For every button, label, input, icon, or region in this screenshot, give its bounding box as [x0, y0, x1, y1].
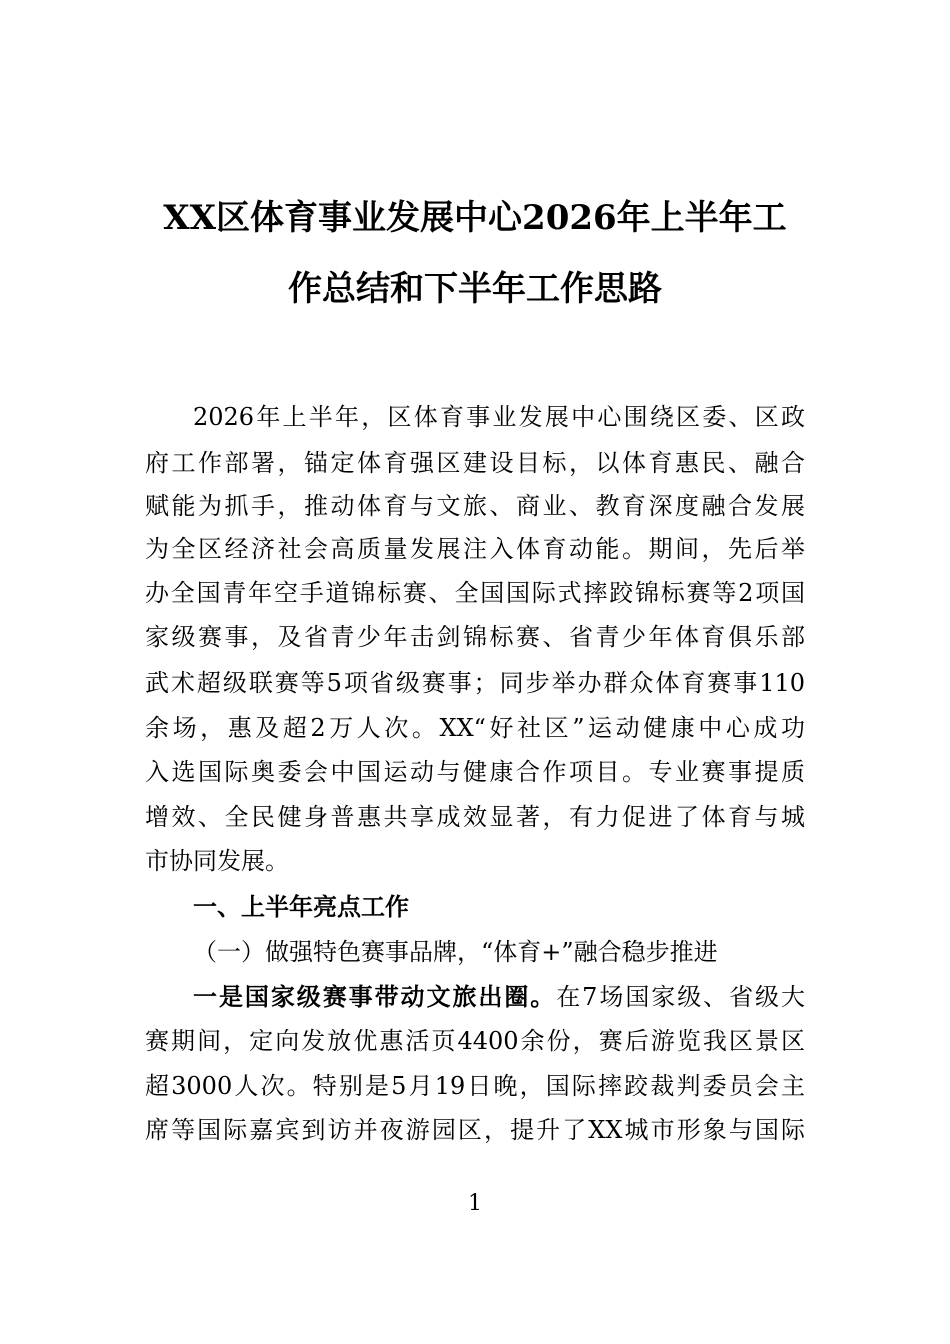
- intro-line: 赋能为抓手，推动体育与文旅、商业、教育深度融合发展: [145, 492, 805, 520]
- intro-line: 余场，惠及超2万人次。XX“好社区”运动健康中心成功: [145, 714, 805, 742]
- intro-line: 办全国青年空手道锦标赛、全国国际式摔跤锦标赛等2项国: [145, 579, 805, 607]
- intro-line: 为全区经济社会高质量发展注入体育动能。期间，先后举: [145, 535, 805, 563]
- intro-line: 2026年上半年，区体育事业发展中心围绕区委、区政: [193, 403, 805, 431]
- paragraph-line: 超3000人次。特别是5月19日晚，国际摔跤裁判委员会主: [145, 1072, 805, 1100]
- intro-line: 家级赛事，及省青少年击剑锦标赛、省青少年体育俱乐部: [145, 623, 805, 651]
- intro-line: 武术超级联赛等5项省级赛事；同步举办群众体育赛事110: [145, 669, 805, 697]
- intro-line: 市协同发展。: [145, 847, 289, 875]
- intro-line: 增效、全民健身普惠共享成效显著，有力促进了体育与城: [145, 803, 805, 831]
- paragraph-line: 席等国际嘉宾到访并夜游园区，提升了XX城市形象与国际: [145, 1116, 805, 1144]
- subsection-heading: （一）做强特色赛事品牌，“体育+”融合稳步推进: [193, 938, 718, 966]
- paragraph-line: [193, 981, 805, 1013]
- document-title-line-1: XX区体育事业发展中心2026年上半年工: [163, 198, 787, 238]
- paragraph-lead: 一是国家级赛事带动文旅出圈。: [193, 983, 557, 1011]
- intro-line: 府工作部署，锚定体育强区建设目标，以体育惠民、融合: [145, 449, 805, 477]
- section-heading: 一、上半年亮点工作: [193, 893, 409, 921]
- page-number: 1: [468, 1191, 482, 1216]
- intro-line: 入选国际奥委会中国运动与健康合作项目。专业赛事提质: [145, 758, 805, 786]
- paragraph-line: 赛期间，定向发放优惠活页4400余份，赛后游览我区景区: [145, 1027, 805, 1055]
- paragraph-line-rest: 在7场国家级、省级大: [556, 983, 806, 1011]
- document-title-line-2: 作总结和下半年工作思路: [288, 269, 662, 309]
